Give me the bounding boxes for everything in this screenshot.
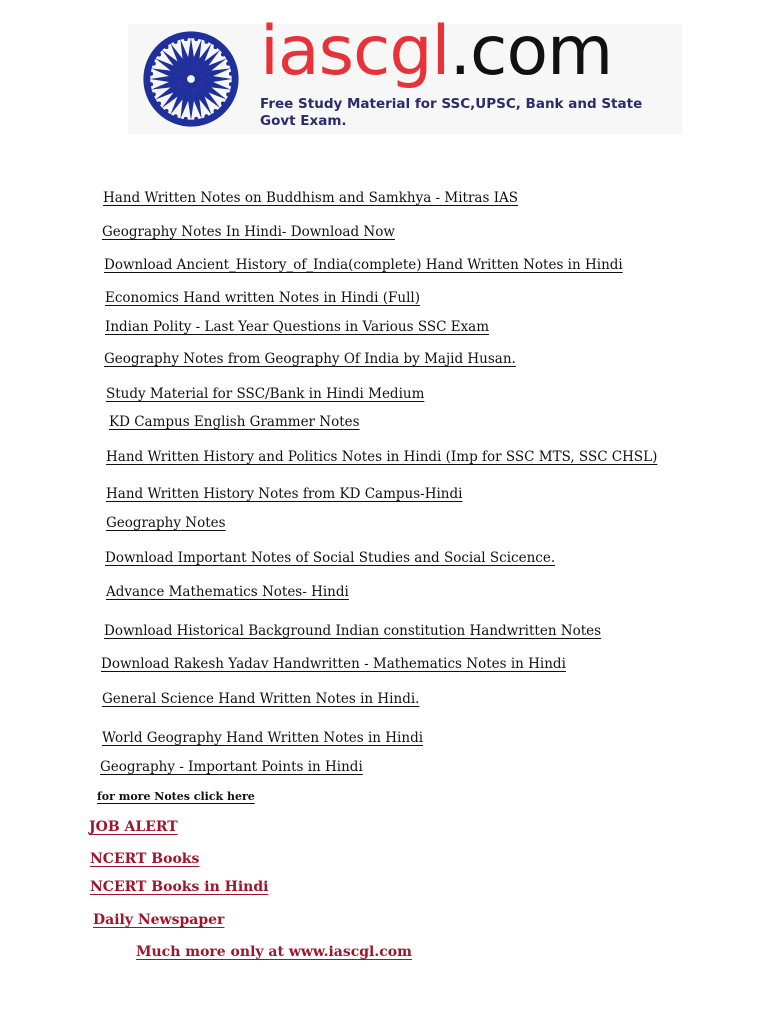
- note-link[interactable]: Geography Notes In Hindi- Download Now: [102, 224, 395, 240]
- note-link[interactable]: Download Historical Background Indian constitution Handwritten Notes: [104, 623, 602, 639]
- site-title: [260, 12, 613, 91]
- ncert-books-link[interactable]: NCERT Books: [90, 851, 200, 867]
- note-link[interactable]: Hand Written History and Politics Notes in Hindi (Imp for SSC MTS, SSC CHSL): [106, 449, 658, 465]
- note-link[interactable]: Geography - Important Points in Hindi: [100, 759, 363, 775]
- note-link[interactable]: Geography Notes: [106, 515, 226, 531]
- note-link[interactable]: Geography Notes from Geography Of India by Majid Husan.: [104, 351, 516, 367]
- note-link[interactable]: Download Important Notes of Social Studies and Social Scicence.: [105, 550, 556, 566]
- note-link[interactable]: Hand Written Notes on Buddhism and Samkhya - Mitras IAS: [103, 190, 519, 206]
- site-brand: iascgl: [260, 12, 450, 91]
- note-link[interactable]: Indian Polity - Last Year Questions in Various SSC Exam: [105, 319, 490, 335]
- more-notes-link[interactable]: for more Notes click here: [97, 790, 255, 803]
- job-alert-link[interactable]: JOB ALERT: [89, 819, 178, 835]
- ncert-books-hindi-link[interactable]: NCERT Books in Hindi: [90, 879, 269, 895]
- note-link[interactable]: Download Ancient_History_of_India(complete) Hand Written Notes in Hindi: [104, 257, 623, 273]
- site-tld: .com: [449, 12, 613, 91]
- note-link[interactable]: KD Campus English Grammer Notes: [109, 414, 360, 430]
- note-link[interactable]: Economics Hand written Notes in Hindi (Full): [105, 290, 421, 306]
- header-banner: [128, 12, 682, 134]
- note-link[interactable]: General Science Hand Written Notes in Hindi.: [102, 691, 420, 707]
- note-link[interactable]: Study Material for SSC/Bank in Hindi Medium: [106, 386, 425, 402]
- note-link[interactable]: Hand Written History Notes from KD Campus-Hindi: [106, 486, 463, 502]
- daily-newspaper-link[interactable]: Daily Newspaper: [93, 912, 225, 928]
- note-link[interactable]: Advance Mathematics Notes- Hindi: [106, 584, 349, 600]
- site-tagline: Free Study Material for SSC,UPSC, Bank and State Govt Exam.: [260, 96, 643, 129]
- note-link[interactable]: Download Rakesh Yadav Handwritten - Mathematics Notes in Hindi: [101, 656, 566, 672]
- note-link[interactable]: World Geography Hand Written Notes in Hindi: [102, 730, 424, 746]
- ashoka-chakra-icon: [132, 26, 250, 132]
- website-link[interactable]: Much more only at www.iascgl.com: [136, 944, 412, 960]
